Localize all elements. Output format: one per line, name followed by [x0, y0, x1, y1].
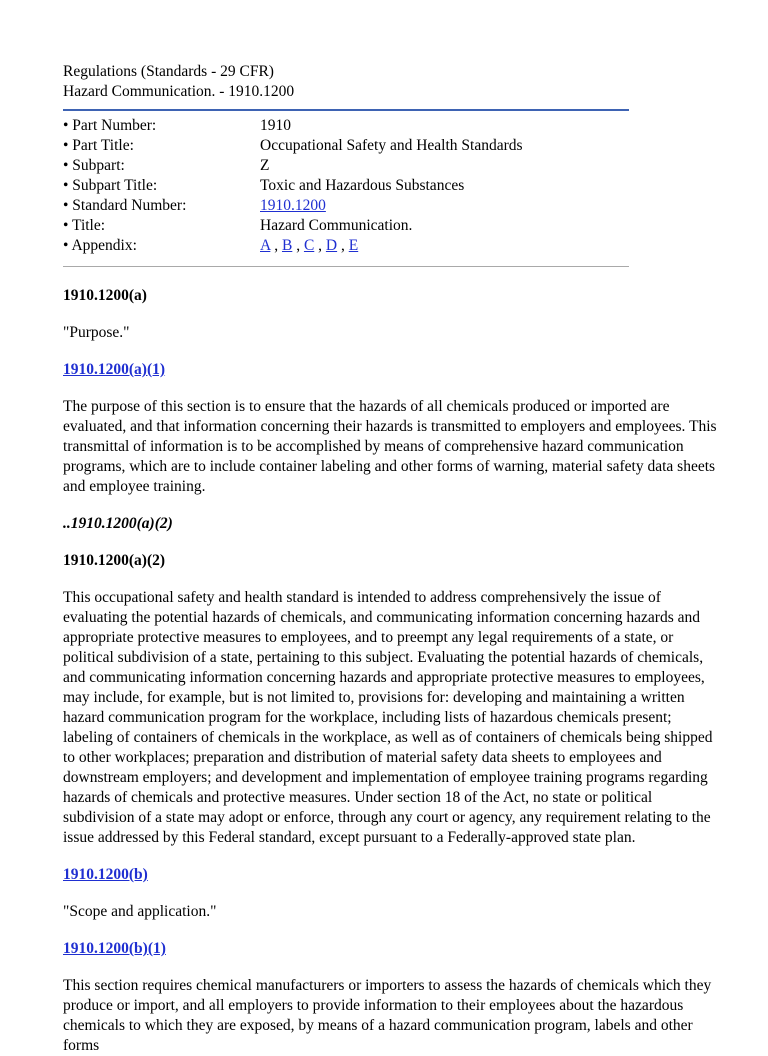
section-caption-purpose: "Purpose.": [63, 324, 130, 341]
meta-value: Toxic and Hazardous Substances: [260, 177, 465, 194]
regulation-body: [63, 286, 723, 1056]
paragraph-b1: This section requires chemical manufacturers or importers to assess the hazards of chemicals which they produce or import, and all employers to provide information to their employees about the hazardous chemicals to which they are exposed, by means of a hazard communication program, labels and other forms: [63, 977, 712, 1054]
meta-row-subpart-title: [63, 176, 629, 196]
meta-row-standard-number: [63, 196, 629, 216]
separator: ,: [292, 237, 304, 254]
page-marker-a2: ..1910.1200(a)(2): [63, 515, 173, 532]
header-line-title: Hazard Communication. - 1910.1200: [63, 83, 295, 100]
appendix-link-b[interactable]: B: [281, 237, 293, 254]
separator: ,: [270, 237, 282, 254]
meta-row-subpart: [63, 156, 629, 176]
paragraph-a2: This occupational safety and health standard is intended to address comprehensively the issue of evaluating the potential hazards of chemicals, and communicating information concerning hazards and appropriate protective measures to employees, and to preempt any legal requirements of a state, or political subdivision of a state, pertaining to this subject. Evaluating the potential hazards of chemicals, and communicating information concerning hazards and appropriate protective measures to employees, may include, for example, but is not limited to, provisions for: developing and maintaining a written hazard communication program for the workplace, including lists of hazardous chemicals present; labeling of containers of chemicals in the workplace, as well as of containers of chemicals being shipped to other workplaces; preparation and distribution of material safety data sheets to employees and downstream employers; and development and implementation of employee training programs regarding hazards of chemicals and protective measures. Under section 18 of the Act, no state or political subdivision of a state may adopt or enforce, through any court or agency, any requirement relating to the issue addressed by this Federal standard, except pursuant to a Federally-approved state plan.: [63, 589, 713, 846]
meta-label: • Part Title:: [63, 137, 134, 154]
meta-label: • Subpart Title:: [63, 177, 158, 194]
meta-label: • Standard Number:: [63, 197, 187, 214]
meta-value: Hazard Communication.: [260, 217, 413, 234]
section-link-a1-wrap: [63, 360, 723, 380]
meta-label: • Part Number:: [63, 117, 157, 134]
meta-value: Occupational Safety and Health Standards: [260, 137, 523, 154]
section-heading-a2: 1910.1200(a)(2): [63, 552, 166, 569]
paragraph-a1: The purpose of this section is to ensure that the hazards of all chemicals produced or imported are evaluated, and that information concerning their hazards is transmitted to employers and employees. This transmittal of information is to be accomplished by means of comprehensive hazard communication programs, which are to include container labeling and other forms of warning, material safety data sheets and employee training.: [63, 398, 717, 495]
header-line-regulations: Regulations (Standards - 29 CFR): [63, 63, 274, 80]
meta-label: • Subpart:: [63, 157, 125, 174]
section-heading-a: 1910.1200(a): [63, 287, 147, 304]
header-divider: [63, 109, 629, 111]
meta-label: • Appendix:: [63, 237, 137, 254]
meta-row-part-title: [63, 136, 629, 156]
section-caption-scope: "Scope and application.": [63, 903, 217, 920]
section-link-a1[interactable]: 1910.1200(a)(1): [63, 361, 166, 378]
appendix-links: [260, 236, 358, 256]
meta-row-part-number: [63, 116, 629, 136]
section-link-b-wrap: [63, 865, 723, 885]
meta-row-appendix: [63, 236, 358, 256]
metadata-table: [63, 116, 629, 236]
meta-row-title: [63, 216, 629, 236]
section-link-b1-wrap: [63, 939, 723, 959]
meta-value: Z: [260, 157, 270, 174]
separator: ,: [314, 237, 326, 254]
appendix-link-c[interactable]: C: [303, 237, 315, 254]
appendix-link-a[interactable]: A: [260, 237, 271, 254]
section-link-b1[interactable]: 1910.1200(b)(1): [63, 940, 166, 957]
appendix-link-e[interactable]: E: [348, 237, 359, 254]
metadata-divider: [63, 266, 629, 267]
separator: ,: [337, 237, 349, 254]
meta-label: • Title:: [63, 217, 106, 234]
standard-number-link[interactable]: 1910.1200: [260, 197, 326, 214]
section-link-b[interactable]: 1910.1200(b): [63, 866, 148, 883]
appendix-link-d[interactable]: D: [325, 237, 338, 254]
meta-value: [260, 196, 629, 216]
meta-value: 1910: [260, 117, 291, 134]
document-header: [63, 62, 294, 102]
